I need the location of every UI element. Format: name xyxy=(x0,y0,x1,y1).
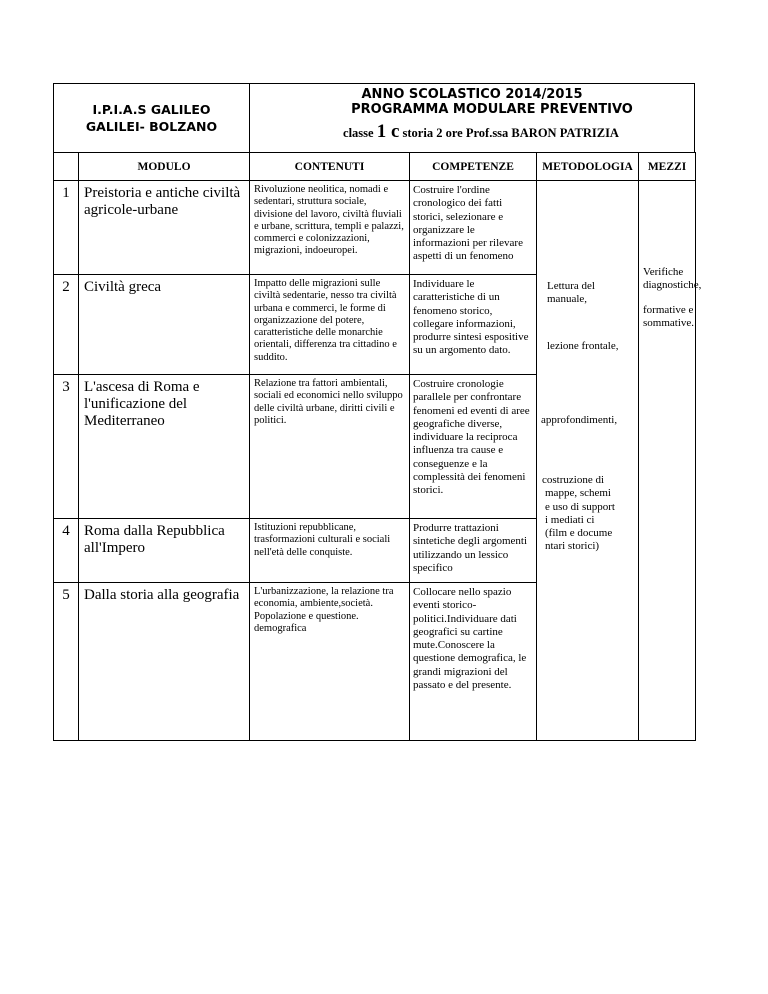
table-row xyxy=(54,181,696,275)
document-header xyxy=(53,83,695,153)
module-contents: L'urbanizzazione, la relazione tra economia, ambiente,società. Popolazione e questione. demografica xyxy=(250,583,410,741)
school-name xyxy=(54,84,250,152)
document-titles xyxy=(250,84,694,152)
module-title: Dalla storia alla geografia xyxy=(79,583,250,741)
metodologia-item-wrap xyxy=(540,474,639,554)
module-title: Civiltà greca xyxy=(79,275,250,375)
metodologia-item: approfondimenti, xyxy=(541,414,618,426)
classe-suffix: storia 2 ore Prof.ssa BARON PATRIZIA xyxy=(402,126,619,140)
module-title: Preistoria e antiche civiltà agricole-urbane xyxy=(79,181,250,275)
col-num-header xyxy=(54,153,79,181)
module-title: Roma dalla Repubblica all'Impero xyxy=(79,519,250,583)
module-contents: Istituzioni repubblicane, trasformazioni culturali e sociali nell'età delle conquiste. xyxy=(250,519,410,583)
school-line-1: I.P.I.A.S GALILEO xyxy=(92,102,211,117)
classe-value: 1 c xyxy=(376,121,400,142)
module-competences: Costruire l'ordine cronologico dei fatti storici, selezionare e organizzare le informazioni per rilevare aspetti di un fenomeno xyxy=(410,181,537,275)
metodologia-cell xyxy=(537,181,639,741)
row-number: 5 xyxy=(54,583,79,741)
row-number: 3 xyxy=(54,375,79,519)
program-table xyxy=(53,152,702,741)
module-competences: Collocare nello spazio eventi storico-politici.Individuare dati geografici su cartine mute.Conoscere la questione demografica, le grandi migrazioni del passato e del presente. xyxy=(410,583,537,741)
module-competences: Individuare le caratteristiche di un fenomeno storico, collegare informazioni, produrre sintesi espositive su un argomento dato. xyxy=(410,275,537,375)
mezzi-item: formative e xyxy=(643,304,694,316)
col-contenuti-header: CONTENUTI xyxy=(250,153,410,181)
col-mezzi-header: MEZZI xyxy=(639,153,696,181)
module-competences: Produrre trattazioni sintetiche degli argomenti utilizzando un lessico specifico xyxy=(410,519,537,583)
row-number: 2 xyxy=(54,275,79,375)
module-contents: Rivoluzione neolitica, nomadi e sedentari, struttura sociale, divisione del lavoro, civiltà fluviali e urbane, scrittura, templi e palazzi, commerci e colonizzazioni, migrazioni, indoeuropei. xyxy=(250,181,410,275)
mezzi-item: sommative. xyxy=(643,317,695,329)
school-year-title: ANNO SCOLASTICO 2014/2015 xyxy=(361,87,583,102)
module-contents: Impatto delle migrazioni sulle civiltà sedentarie, nesso tra civiltà urbana e commerci, le forme di organizzazione del potere, caratteristiche delle monarchie orientali, differenza tra cittadino e suddito. xyxy=(250,275,410,375)
mezzi-item: Verifiche diagnostiche, xyxy=(643,266,702,292)
school-line-2: GALILEI- BOLZANO xyxy=(85,119,218,134)
module-contents: Relazione tra fattori ambientali, sociali ed economici nello sviluppo delle civiltà urbane, diritti civili e politici. xyxy=(250,375,410,519)
program-title: PROGRAMMA MODULARE PREVENTIVO xyxy=(351,102,633,117)
col-metodologia-header: METODOLOGIA xyxy=(537,153,639,181)
col-competenze-header: COMPETENZE xyxy=(410,153,537,181)
row-number: 4 xyxy=(54,519,79,583)
class-teacher-line xyxy=(250,122,694,143)
mezzi-cell xyxy=(639,181,702,741)
metodologia-item: lezione frontale, xyxy=(547,340,619,352)
module-title: L'ascesa di Roma e l'unificazione del Mediterraneo xyxy=(79,375,250,519)
col-modulo-header: MODULO xyxy=(79,153,250,181)
row-number: 1 xyxy=(54,181,79,275)
metodologia-item: Lettura del manuale, xyxy=(547,280,595,306)
metodologia-item: costruzione di mappe, schemi e uso di support i mediati ci (film e docume ntari storici) xyxy=(542,474,615,553)
module-competences: Costruire cronologie parallele per confrontare fenomeni ed eventi di aree geografiche diverse, individuare la reciproca influenza tra cause e conseguenze e la complessità dei fenomeni storici. xyxy=(410,375,537,519)
table-header-row xyxy=(54,153,696,181)
classe-prefix: classe xyxy=(343,126,374,140)
